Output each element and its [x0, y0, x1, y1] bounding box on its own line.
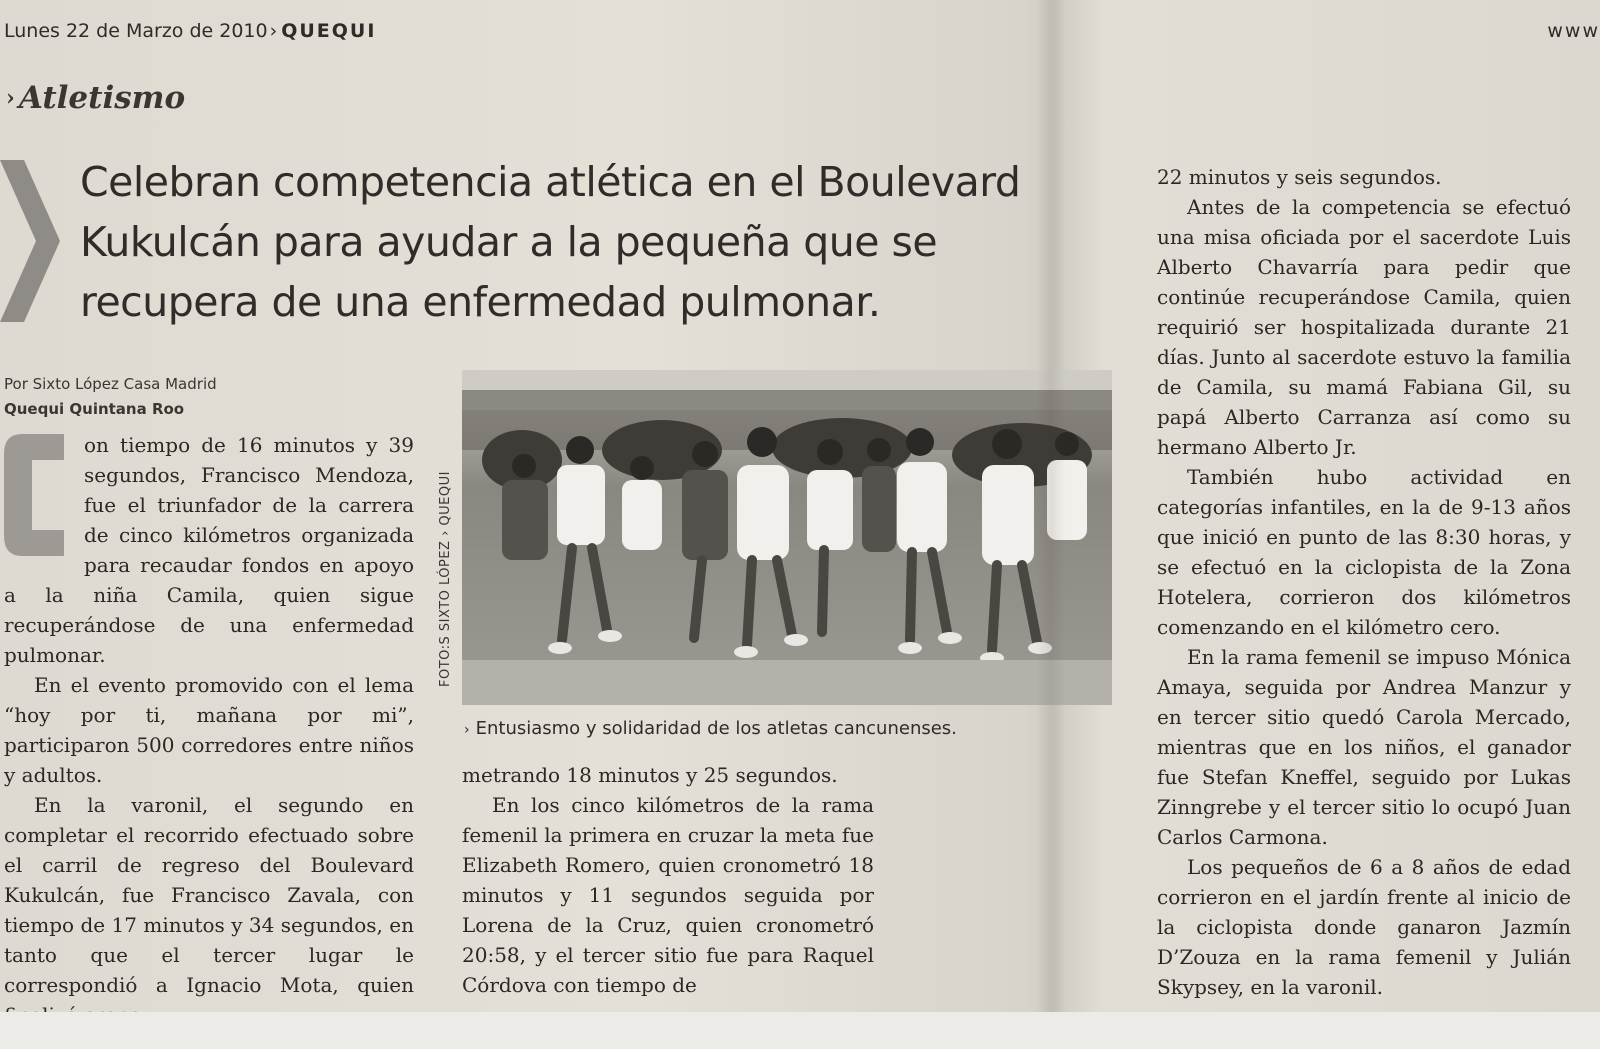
- paragraph: Antes de la competencia se efectuó una misa oficiada por el sacerdote Luis Alberto Chavarría para pedir que continúe recuperándose Camila, quien requirió ser hospitalizada durante 21 días. Junto al sacerdote estuvo la familia de Camila, su mamá Fabiana Gil, su papá Alberto Carranza así como su hermano Alberto Jr.: [1157, 195, 1571, 459]
- section-label: [6, 80, 185, 116]
- paragraph: En el evento promovido con el lema “hoy por ti, mañana por mi”, participaron 500 corredores entre niños y adultos.: [4, 673, 414, 787]
- section-mark: ›: [6, 85, 15, 111]
- photo-credit: [436, 372, 458, 702]
- byline-outlet: Quequi Quintana Roo: [4, 400, 185, 418]
- runners-photo-image: [462, 370, 1112, 705]
- paragraph: También hubo actividad en categorías infantiles, en la de 9-13 años que inició en punto de las 8:30 horas, y se efectuó en la ciclopista de la Zona Hotelera, corrieron dos kilómetros comenzando en el kilómetro cero.: [1157, 465, 1571, 639]
- caption-mark: ›: [464, 722, 470, 738]
- article-column-1: [4, 430, 414, 1010]
- photo-caption: [464, 718, 1124, 739]
- paragraph: Los pequeños de 6 a 8 años de edad corrieron en el jardín frente al inicio de la ciclopista donde ganaron Jazmín D’Zouza en la rama femenil y Julián Skypsey, en la varonil.: [1157, 855, 1571, 999]
- paragraph: En la varonil, el segundo en completar el recorrido efectuado sobre el carril de regreso del Boulevard Kukulcán, fue Francisco Zavala, con tiempo de 17 minutos y 34 segundos, en tanto que el tercer lugar le correspondió a Ignacio Mota, quien: [4, 793, 414, 997]
- folio-date: Lunes 22 de Marzo de 2010: [4, 20, 268, 42]
- paragraph: metrando 18 minutos y 25 segundos.: [462, 763, 838, 787]
- drop-cap-c-icon: [4, 434, 74, 556]
- headline-chevron-icon: [0, 160, 60, 322]
- race-photo: [462, 370, 1112, 705]
- article-column-2: [462, 760, 874, 1010]
- article-byline: [4, 372, 424, 422]
- folio-web: www: [1547, 20, 1600, 42]
- paragraph: on tiempo de 16 minutos y 39 segundos, Francisco Mendoza, fue el triunfador de la carrera de cinco kilómetros organizada para recaudar fondos en apoyo a la niña Camila, quien sigue recuperándose de una enfermedad pulmonar.: [4, 433, 414, 667]
- folio-paper-name: QUEQUI: [281, 20, 377, 42]
- caption-text: Entusiasmo y solidaridad de los atletas cancunenses.: [475, 718, 957, 739]
- article-column-3: [1157, 162, 1571, 1012]
- folio-separator: ›: [269, 20, 278, 42]
- byline-author: Por Sixto López Casa Madrid: [4, 375, 217, 393]
- page-folio: [4, 20, 376, 42]
- paragraph: En los cinco kilómetros de la rama femenil la primera en cruzar la meta fue Elizabeth Romero, quien cronometró 18 minutos y 11 segundos seguida por Lorena de la Cruz, quien cronometró 20:58, y el tercer sitio fue para Raquel Córdova con tiempo de: [462, 793, 874, 997]
- paragraph: En la rama femenil se impuso Mónica Amaya, seguida por Andrea Manzur y en tercer sitio quedó Carola Mercado, mientras que en los niños, el ganador fue Stefan Kneffel, seguido por Lukas Zinngrebe y el tercer sitio lo ocupó Juan Carlos Carmona.: [1157, 645, 1571, 849]
- article-headline: Celebran competencia atlética en el Boulevard Kukulcán para ayudar a la pequeña que se recupera de una enfermedad pulmonar.: [80, 158, 1021, 326]
- paragraph: 22 minutos y seis segundos.: [1157, 165, 1442, 189]
- section-name: Atletismo: [18, 80, 186, 116]
- scan-margin: [0, 1012, 1600, 1049]
- photo-credit-text: FOTO:S SIXTO LÓPEZ › QUEQUI: [438, 471, 453, 687]
